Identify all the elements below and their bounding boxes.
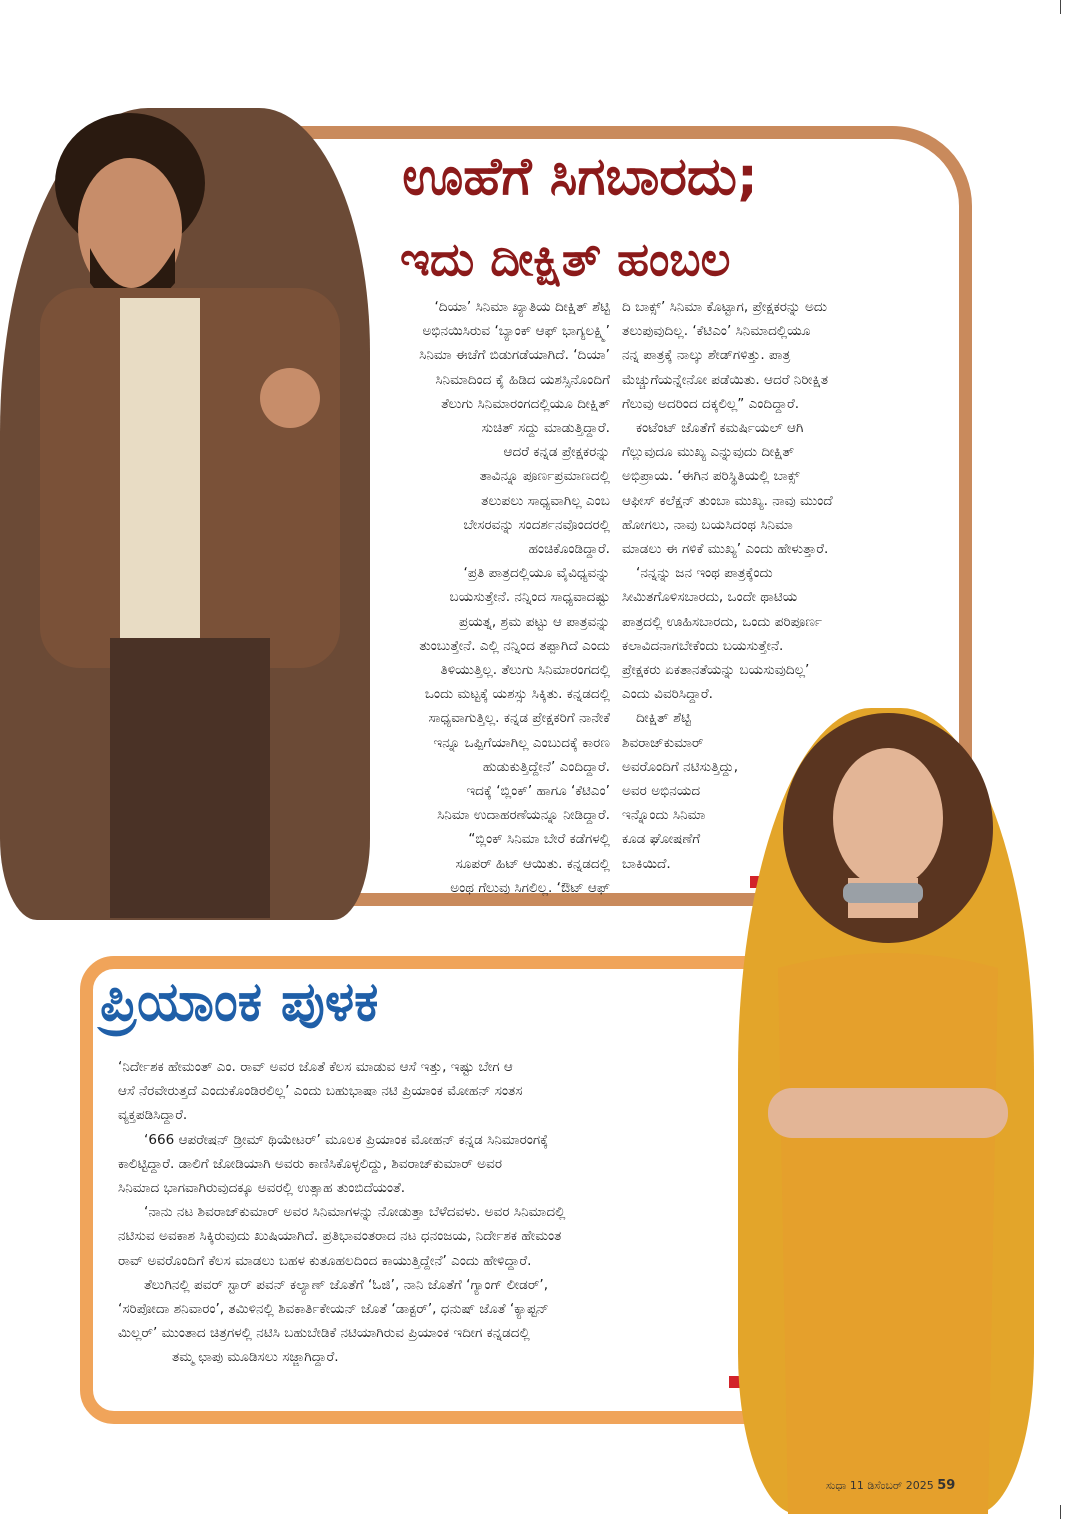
- issue-label: ಸುಧಾ 11 ಡಿಸೆಂಬರ್ 2025: [826, 1479, 934, 1492]
- text-line: ಅಭಿನಯಿಸಿರುವ ‘ಬ್ಯಾಂಕ್ ಆಫ್ ಭಾಗ್ಯಲಕ್ಷ್ಮಿ’: [422, 323, 610, 340]
- text-line: ಸಿನಿಮಾದಿಂದ ಕೈ ಹಿಡಿದ ಯಶಸ್ಸಿನೊಂದಿಗೆ: [435, 371, 610, 388]
- text-line: ‘ನಿರ್ದೇಶಕ ಹೇಮಂತ್ ಎಂ. ರಾವ್ ಅವರ ಜೊತೆ ಕೆಲಸ ಮಾಡುವ ಆಸೆ ಇತ್ತು, ಇಷ್ಟು ಬೇಗ ಆ: [118, 1059, 513, 1075]
- text-line: ಪ್ರೇಕ್ಷಕರು ಏಕತಾನತೆಯನ್ನು ಬಯಸುವುದಿಲ್ಲ’: [622, 662, 810, 679]
- text-line: ತಲುಪಲು ಸಾಧ್ಯವಾಗಿಲ್ಲ ಎಂಬ: [481, 492, 610, 509]
- text-line: ತಿಳಿಯುತ್ತಿಲ್ಲ. ತೆಲುಗು ಸಿನಿಮಾರಂಗದಲ್ಲಿ: [440, 662, 610, 679]
- text-line: ಸಾಧ್ಯವಾಗುತ್ತಿಲ್ಲ. ಕನ್ನಡ ಪ್ರೇಕ್ಷಕರಿಗೆ ನಾನೇಕೆ: [428, 710, 610, 727]
- text-line: ‘ಸರಿಪೋದಾ ಶನಿವಾರಂ’, ತಮಿಳಿನಲ್ಲಿ ಶಿವಕಾರ್ತಿಕೇಯನ್ ಜೊತೆ ‘ಡಾಕ್ಟರ್’, ಧನುಷ್ ಜೊತೆ ‘ಕ್ಯಾಪ್ಟನ್: [118, 1301, 549, 1318]
- text-line: ನಟಿಸುವ ಅವಕಾಶ ಸಿಕ್ಕಿರುವುದು ಖುಷಿಯಾಗಿದೆ. ಪ್ರತಿಭಾವಂತರಾದ ನಟ ಧನಂಜಯ, ನಿರ್ದೇಶಕ ಹೇಮಂತ: [118, 1228, 562, 1245]
- text-line: ರಾವ್ ಅವರೊಂದಿಗೆ ಕೆಲಸ ಮಾಡಲು ಬಹಳ ಕುತೂಹಲದಿಂದ ಕಾಯುತ್ತಿದ್ದೇನೆ’ ಎಂದು ಹೇಳಿದ್ದಾರೆ.: [118, 1252, 532, 1269]
- text-line: ತಲುಪುವುದಿಲ್ಲ. ‘ಕೆಟಿಎಂ’ ಸಿನಿಮಾದಲ್ಲಿಯೂ: [622, 323, 811, 340]
- text-line: ಹೋಗಲು, ನಾವು ಬಯಸಿದಂಥ ಸಿನಿಮಾ: [622, 516, 793, 533]
- text-line: ಕಾಲಿಟ್ಟಿದ್ದಾರೆ. ಡಾಲಿಗೆ ಜೋಡಿಯಾಗಿ ಅವರು ಕಾಣಿಸಿಕೊಳ್ಳಲಿದ್ದು, ಶಿವರಾಜ್‌ಕುಮಾರ್ ಅವರ: [118, 1155, 503, 1172]
- text-line: ತಾವಿನ್ನೂ ಪೂರ್ಣಪ್ರಮಾಣದಲ್ಲಿ: [479, 468, 610, 485]
- text-line: ದೀಕ್ಷಿತ್ ಶೆಟ್ಟಿ: [636, 710, 691, 727]
- text-line: ಅವರ ಅಭಿನಯದ: [622, 783, 701, 800]
- text-line: ಸಿನಿಮಾದ ಭಾಗವಾಗಿರುವುದಕ್ಕೂ ಅವರಲ್ಲಿ ಉತ್ಸಾಹ ತುಂಬಿದೆಯಂತೆ.: [118, 1180, 406, 1197]
- registration-mark: [1060, 1505, 1061, 1519]
- text-line: ಇದಕ್ಕೆ ‘ಬ್ಲಿಂಕ್’ ಹಾಗೂ ‘ಕೆಟಿಎಂ’: [466, 783, 610, 800]
- text-line: ಅವರೊಂದಿಗೆ ನಟಿಸುತ್ತಿದ್ದು,: [622, 758, 739, 775]
- text-line: ದಿ ಬಾಕ್ಸ್’ ಸಿನಿಮಾ ಕೊಟ್ಟಾಗ, ಪ್ರೇಕ್ಷಕರನ್ನು ಅದು: [622, 299, 828, 315]
- text-line: ಮೆಚ್ಚುಗೆಯನ್ನೇನೋ ಪಡೆಯಿತು. ಆದರೆ ನಿರೀಕ್ಷಿತ: [622, 371, 829, 388]
- text-line: ‘ದಿಯಾ’ ಸಿನಿಮಾ ಖ್ಯಾತಿಯ ದೀಕ್ಷಿತ್ ಶೆಟ್ಟಿ: [434, 299, 610, 315]
- text-line: ಮಾಡಲು ಈ ಗಳಿಕೆ ಮುಖ್ಯ’ ಎಂದು ಹೇಳುತ್ತಾರೆ.: [622, 541, 829, 558]
- text-line: ಪ್ರಯತ್ನ, ಶ್ರಮ ಪಟ್ಟು ಆ ಪಾತ್ರವನ್ನು: [458, 613, 610, 630]
- text-line: ಸೀಮಿತಗೊಳಿಸಬಾರದು, ಒಂದೇ ಥಾಟಿಯ: [622, 589, 798, 606]
- text-line: ಅಂಥ ಗೆಲುವು ಸಿಗಲಿಲ್ಲ. ‘ಔಟ್ ಆಫ್: [450, 879, 610, 896]
- article2-headline: ಪ್ರಿಯಾಂಕ ಪುಳಕ: [100, 970, 379, 1033]
- text-line: ಆಸೆ ನೆರವೇರುತ್ತದೆ ಎಂದುಕೊಂಡಿರಲಿಲ್ಲ’ ಎಂದು ಬಹುಭಾಷಾ ನಟಿ ಪ್ರಿಯಾಂಕ ಮೋಹನ್ ಸಂತಸ: [118, 1083, 523, 1100]
- text-line: ‘ನಾನು ನಟ ಶಿವರಾಜ್‌ಕುಮಾರ್ ಅವರ ಸಿನಿಮಾಗಳನ್ನು ನೋಡುತ್ತಾ ಬೆಳೆದವಳು. ಅವರ ಸಿನಿಮಾದಲ್ಲಿ: [144, 1204, 566, 1221]
- text-line: ತಮ್ಮ ಛಾಪು ಮೂಡಿಸಲು ಸಜ್ಜಾಗಿದ್ದಾರೆ.: [172, 1349, 339, 1366]
- article1-headline-line2: ಇದು ದೀಕ್ಷಿತ್ ಹಂಬಲ: [400, 232, 731, 286]
- text-line: ಸಿನಿಮಾ ಈಚೆಗೆ ಬಿಡುಗಡೆಯಾಗಿದೆ. ‘ದಿಯಾ’: [419, 347, 610, 364]
- text-line: ಇನ್ನೊಂದು ಸಿನಿಮಾ: [622, 807, 706, 824]
- text-line: ಕೂಡ ಘೋಷಣೆಗೆ: [622, 831, 701, 848]
- text-line: ಕಂಟೆಂಟ್ ಜೊತೆಗೆ ಕಮರ್ಷಿಯಲ್ ಆಗಿ: [636, 420, 804, 437]
- text-line: ಕಲಾವಿದನಾಗಬೇಕೆಂದು ಬಯಸುತ್ತೇನೆ.: [622, 637, 784, 654]
- actress-photo: [738, 708, 1034, 1514]
- text-line: ಹುಡುಕುತ್ತಿದ್ದೇನೆ’ ಎಂದಿದ್ದಾರೆ.: [482, 758, 610, 775]
- text-line: ಪಾತ್ರದಲ್ಲಿ ಊಹಿಸಬಾರದು, ಒಂದು ಪರಿಪೂರ್ಣ: [622, 613, 822, 630]
- text-line: ಬಯಸುತ್ತೇನೆ. ನನ್ನಿಂದ ಸಾಧ್ಯವಾದಷ್ಟು: [449, 589, 610, 606]
- text-line: ಹಂಚಿಕೊಂಡಿದ್ದಾರೆ.: [528, 541, 610, 558]
- text-line: ತುಂಬುತ್ತೇನೆ. ಎಲ್ಲಿ ನನ್ನಿಂದ ತಪ್ಪಾಗಿದೆ ಎಂದು: [419, 637, 610, 654]
- text-line: ‘ಪ್ರತಿ ಪಾತ್ರದಲ್ಲಿಯೂ ವೈವಿಧ್ಯವನ್ನು: [463, 565, 610, 582]
- text-line: ಆಫೀಸ್ ಕಲೆಕ್ಷನ್ ತುಂಬಾ ಮುಖ್ಯ. ನಾವು ಮುಂದೆ: [622, 492, 833, 509]
- text-line: ಆದರೆ ಕನ್ನಡ ಪ್ರೇಕ್ಷಕರನ್ನು: [503, 444, 610, 461]
- registration-mark: [1060, 0, 1061, 14]
- text-line: ಬಾಕಿಯಿದೆ.: [622, 855, 671, 872]
- text-line: ಸಿನಿಮಾ ಉದಾಹರಣೆಯನ್ನೂ ನೀಡಿದ್ದಾರೆ.: [437, 807, 610, 824]
- text-line: ತೆಲುಗು ಸಿನಿಮಾರಂಗದಲ್ಲಿಯೂ ದೀಕ್ಷಿತ್: [441, 395, 610, 412]
- article1-headline-line1: ಊಹೆಗೆ ಸಿಗಬಾರದು;: [402, 147, 758, 207]
- text-line: ಒಂದು ಮಟ್ಟಕ್ಕೆ ಯಶಸ್ಸು ಸಿಕ್ಕಿತು. ಕನ್ನಡದಲ್ಲಿ: [424, 686, 610, 703]
- text-line: ಶಿವರಾಜ್‌ಕುಮಾರ್: [622, 734, 704, 751]
- text-line: ಬೇಸರವನ್ನು ಸಂದರ್ಶನವೊಂದರಲ್ಲಿ: [463, 516, 610, 533]
- article1-column-middle: [280, 295, 610, 900]
- text-line: ಗೆಲುವು ಅದರಿಂದ ದಕ್ಕಲಿಲ್ಲ” ಎಂದಿದ್ದಾರೆ.: [622, 395, 800, 412]
- text-line: ಸುಚಿತ್ ಸದ್ದು ಮಾಡುತ್ತಿದ್ದಾರೆ.: [481, 420, 610, 437]
- text-line: ‘666 ಆಪರೇಷನ್ ಡ್ರೀಮ್ ಥಿಯೇಟರ್’ ಮೂಲಕ ಪ್ರಿಯಾಂಕ ಮೋಹನ್ ಕನ್ನಡ ಸಿನಿಮಾರಂಗಕ್ಕೆ: [144, 1131, 549, 1148]
- article2-body: [118, 1055, 733, 1370]
- page-footer: [826, 1478, 955, 1493]
- text-line: ಮಿಲ್ಲರ್’ ಮುಂತಾದ ಚಿತ್ರಗಳಲ್ಲಿ ನಟಿಸಿ ಬಹುಬೇಡಿಕೆ ನಟಿಯಾಗಿರುವ ಪ್ರಿಯಾಂಕ ಇದೀಗ ಕನ್ನಡದಲ್ಲಿ: [118, 1325, 530, 1342]
- text-line: ‘ನನ್ನನ್ನು ಜನ ಇಂಥ ಪಾತ್ರಕ್ಕೆಂದು: [636, 565, 773, 582]
- text-line: ಇನ್ನೂ ಒಪ್ಪಿಗೆಯಾಗಿಲ್ಲ ಎಂಬುದಕ್ಕೆ ಕಾರಣ: [433, 734, 610, 751]
- text-line: ವ್ಯಕ್ತಪಡಿಸಿದ್ದಾರೆ.: [118, 1107, 188, 1124]
- text-line: ತೆಲುಗಿನಲ್ಲಿ ಪವರ್ ಸ್ಟಾರ್ ಪವನ್ ಕಲ್ಯಾಣ್ ಜೊತೆಗೆ ‘ಓಜಿ’, ನಾನಿ ಜೊತೆಗೆ ‘ಗ್ಯಾಂಗ್ ಲೀಡರ್’,: [144, 1276, 549, 1293]
- text-line: ನನ್ನ ಪಾತ್ರಕ್ಕೆ ನಾಲ್ಕು ಶೇಡ್‌ಗಳಿತ್ತು. ಪಾತ್ರ: [622, 347, 791, 364]
- text-line: ಅಭಿಪ್ರಾಯ. ‘ಈಗಿನ ಪರಿಸ್ಥಿತಿಯಲ್ಲಿ ಬಾಕ್ಸ್: [622, 468, 800, 485]
- text-line: ಸೂಪರ್ ಹಿಟ್ ಆಯಿತು. ಕನ್ನಡದಲ್ಲಿ: [455, 855, 610, 872]
- text-line: ಗೆಲ್ಲುವುದೂ ಮುಖ್ಯ ಎನ್ನುವುದು ದೀಕ್ಷಿತ್: [622, 444, 795, 461]
- page-number: 59: [937, 1478, 956, 1493]
- text-line: “ಬ್ಲಿಂಕ್ ಸಿನಿಮಾ ಬೇರೆ ಕಡೆಗಳಲ್ಲಿ: [468, 831, 610, 848]
- text-line: ಎಂದು ವಿವರಿಸಿದ್ದಾರೆ.: [622, 686, 713, 703]
